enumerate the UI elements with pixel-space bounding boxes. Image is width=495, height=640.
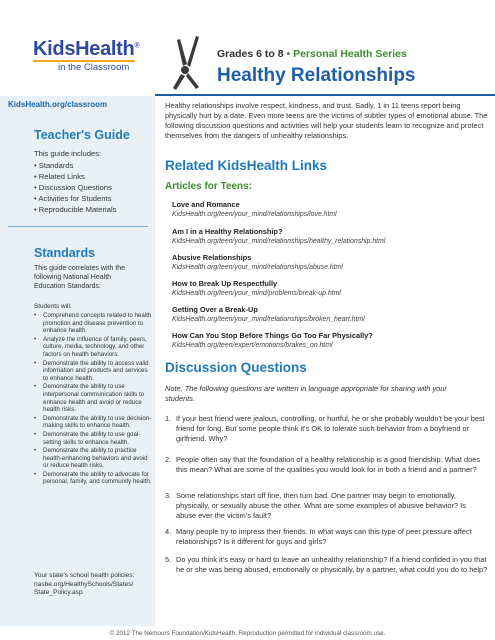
footer-copyright: © 2012 The Nemours Foundation/KidsHealth. Reproduction permitted for individual classroom use. — [0, 626, 495, 640]
header-bullet: • — [286, 48, 291, 60]
standard-item: • Demonstrate the ability to use goal-setting skills to enhance health. — [34, 431, 152, 446]
link-url[interactable]: KidsHealth.org/teen/your_mind/relationships/love.html — [172, 211, 337, 218]
link-title[interactable]: Abusive Relationships — [172, 253, 252, 262]
standard-item: • Comprehend concepts related to health promotion and disease prevention to enhance health. — [34, 312, 152, 335]
standard-item: • Demonstrate the ability to use decision-making skills to enhance health. — [34, 415, 152, 430]
link-title[interactable]: Am I in a Healthy Relationship? — [172, 227, 283, 236]
link-title[interactable]: Getting Over a Break-Up — [172, 305, 258, 314]
related-links-heading: Related KidsHealth Links — [165, 158, 328, 173]
grade-line — [217, 48, 407, 60]
divider — [8, 226, 148, 227]
question-text: Many people try to impress their friends. In what ways can this type of peer pressure affect relationships? Is it different for guys and girls? — [176, 527, 472, 546]
guide-item: • Related Links — [34, 171, 116, 182]
question-number: 1. — [165, 414, 172, 423]
link-url[interactable]: KidsHealth.org/teen/your_mind/relationships/healthy_relationship.html — [172, 238, 386, 245]
standard-item: • Demonstrate the ability to advocate for personal, family, and community health. — [34, 471, 152, 486]
state-policies-link[interactable]: Your state's school health policies: nasbe.org/HealthySchools/States/ State_Policy.asp — [34, 572, 135, 597]
page-header — [155, 30, 495, 96]
question-number: 4. — [165, 527, 172, 536]
classroom-url[interactable]: KidsHealth.org/classroom — [8, 100, 108, 109]
discussion-note: Note: The following questions are written in language appropriate for sharing with your students. — [165, 384, 447, 403]
logo-wordmark: KidsHealth® — [33, 38, 140, 60]
question-number: 2. — [165, 455, 172, 464]
link-url[interactable]: KidsHealth.org/teen/expert/emotions/brakes_on.html — [172, 342, 333, 349]
guide-item: • Standards — [34, 160, 116, 171]
standard-item: • Demonstrate the ability to access valid information and products and services to enhance health. — [34, 360, 152, 383]
guide-items-list — [34, 160, 116, 215]
series-label: Personal Health Series — [293, 48, 407, 60]
standard-item: • Demonstrate the ability to use interpersonal communication skills to enhance health and avoid or reduce health risks. — [34, 383, 152, 413]
link-title[interactable]: How to Break Up Respectfully — [172, 279, 278, 288]
link-title[interactable]: How Can You Stop Before Things Go Too Far Physically? — [172, 331, 373, 340]
standard-item: • Demonstrate the ability to practice health-enhancing behaviors and avoid or reduce health risks. — [34, 447, 152, 470]
students-will: Students will: — [34, 303, 72, 310]
articles-heading: Articles for Teens: — [165, 181, 253, 192]
intro-paragraph: Healthy relationships involve respect, kindness, and trust. Sadly, 1 in 11 teens report being physically hurt by a date. Even more teens are the victims of subtler types of emotional abuse. The following discussion questions and activities will help your students learn to recognize and protect themselves from the dangers of unhealthy relationships. — [165, 101, 488, 140]
logo — [0, 0, 155, 88]
guide-intro: This guide includes: — [34, 149, 102, 158]
standard-item: • Analyze the influence of family, peers, culture, media, technology, and other factors on health behaviors. — [34, 336, 152, 359]
page-title: Healthy Relationships — [217, 65, 416, 86]
link-url[interactable]: KidsHealth.org/teen/your_mind/relationships/abuse.html — [172, 264, 343, 271]
question-number: 3. — [165, 491, 172, 500]
link-url[interactable]: KidsHealth.org/teen/your_mind/relationships/broken_heart.html — [172, 316, 365, 323]
standards-heading: Standards — [34, 246, 96, 260]
grades-label: Grades 6 to 8 — [217, 48, 284, 60]
question-number: 5. — [165, 555, 172, 564]
gymnast-silhouette-icon — [163, 32, 211, 94]
sidebar — [0, 0, 155, 640]
logo-subtitle: in the Classroom — [58, 62, 130, 73]
discussion-heading: Discussion Questions — [165, 360, 307, 375]
guide-item: • Reproducible Materials — [34, 204, 116, 215]
question-text: If your best friend were jealous, controlling, or hurtful, he or she probably wouldn't be your best friend for long. But some people think it's OK to tolerate such behavior from a boyfriend or girlfriend. Why? — [176, 414, 485, 443]
header-rule — [155, 94, 495, 96]
guide-item: • Activities for Students — [34, 193, 116, 204]
link-title[interactable]: Love and Romance — [172, 200, 240, 209]
question-text: Some relationships start off fine, then turn bad. One partner may begin to emotionally, physically, or sexually abuse the other. What are some examples of abusive behavior? Is abuse ever the victim's fault? — [176, 491, 466, 520]
standards-list — [34, 312, 152, 487]
standards-intro: This guide correlates with the following National Health Education Standards: — [34, 265, 126, 290]
guide-item: • Discussion Questions — [34, 182, 116, 193]
question-text: People often say that the foundation of a healthy relationship is a good friendship. What does this mean? What are some of the qualities you would look for in both a friend and a partner? — [176, 455, 481, 474]
link-url[interactable]: KidsHealth.org/teen/your_mind/problems/break-up.html — [172, 290, 341, 297]
question-text: Do you think it's easy or hard to leave an unhealthy relationship? If a friend confided in you that he or she was being abused, emotionally or physically, by a partner, what could you do to help? — [176, 555, 488, 574]
teachers-guide-heading: Teacher's Guide — [34, 128, 130, 142]
